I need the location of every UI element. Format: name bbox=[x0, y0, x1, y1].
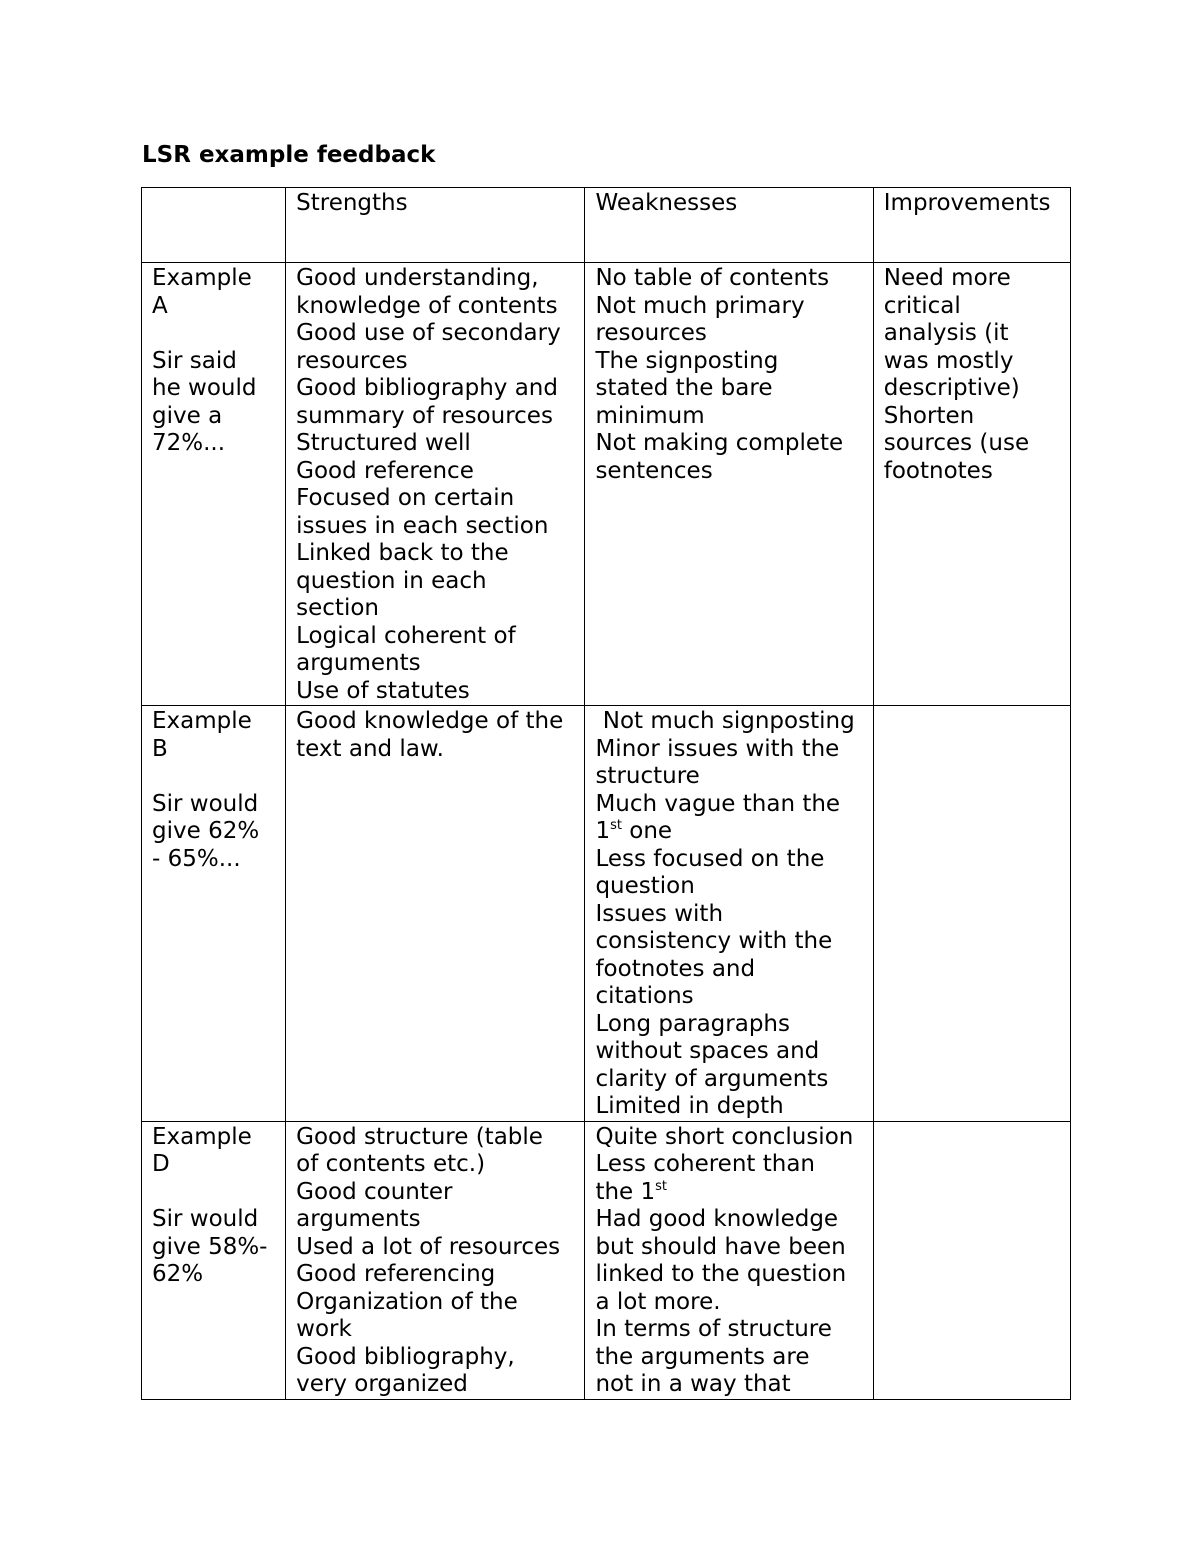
ordinal-suffix: st bbox=[655, 1178, 668, 1194]
improvements-cell bbox=[873, 263, 1070, 706]
strength-line: work bbox=[296, 1316, 352, 1342]
header-cell-empty bbox=[142, 188, 286, 263]
strength-line: Good bibliography, bbox=[296, 1343, 515, 1370]
strength-line: knowledge of contents bbox=[296, 292, 558, 319]
improvements-cell bbox=[873, 1121, 1070, 1399]
strength-line: section bbox=[296, 595, 379, 621]
ordinal-suffix: st bbox=[610, 818, 622, 833]
weakness-line: Limited in depth bbox=[595, 1093, 784, 1119]
improvement-line: Need more bbox=[883, 265, 1011, 291]
grade-note: give a bbox=[152, 402, 223, 429]
weakness-line: Not much signposting bbox=[595, 708, 855, 734]
grade-note: Sir would bbox=[152, 1206, 259, 1232]
example-label: B bbox=[152, 735, 168, 762]
improvement-line: Shorten bbox=[883, 402, 975, 429]
improvement-line: sources (use bbox=[883, 430, 1030, 456]
strength-line: issues in each section bbox=[296, 512, 549, 539]
strength-line: Good counter bbox=[296, 1178, 453, 1205]
grade-note: Sir said bbox=[152, 347, 237, 374]
table-row bbox=[142, 263, 1071, 706]
strength-line: Good structure (table bbox=[296, 1123, 543, 1150]
improvement-line: descriptive) bbox=[883, 375, 1020, 401]
strength-line: Used a lot of resources bbox=[296, 1233, 561, 1260]
grade-note: Sir would bbox=[152, 790, 259, 817]
weakness-line: Much vague than the bbox=[595, 790, 841, 817]
weakness-line: question bbox=[595, 873, 695, 899]
weaknesses-cell bbox=[585, 706, 873, 1122]
weakness-line: but should have been bbox=[595, 1233, 846, 1260]
weakness-line: Minor issues with the bbox=[595, 735, 840, 762]
strength-line: Good knowledge of the bbox=[296, 708, 564, 734]
weakness-line: structure bbox=[595, 763, 700, 789]
grade-note: give 58%- bbox=[152, 1233, 268, 1260]
weaknesses-cell bbox=[585, 1121, 873, 1399]
header-cell-improvements: Improvements bbox=[873, 188, 1070, 263]
weakness-line: stated the bare bbox=[595, 375, 773, 401]
weakness-line: Had good knowledge bbox=[595, 1206, 839, 1232]
weakness-line: minimum bbox=[595, 402, 705, 429]
weakness-line: a lot more. bbox=[595, 1288, 721, 1315]
example-label: Example bbox=[152, 265, 252, 291]
example-label-cell bbox=[142, 706, 286, 1122]
strength-line: resources bbox=[296, 347, 408, 374]
weakness-line: sentences bbox=[595, 457, 713, 484]
blank-line bbox=[152, 320, 275, 348]
grade-note: 62% bbox=[152, 1261, 204, 1287]
strength-line: Organization of the bbox=[296, 1288, 518, 1315]
table-header-row bbox=[142, 188, 1071, 263]
strength-line: very organized bbox=[296, 1371, 468, 1397]
strength-line: Use of statutes bbox=[296, 677, 470, 704]
improvement-line: analysis (it bbox=[883, 320, 1009, 346]
strength-line: Logical coherent of bbox=[296, 622, 516, 649]
page-title: LSR example feedback bbox=[142, 142, 436, 168]
weakness-line: citations bbox=[595, 983, 694, 1009]
blank-line bbox=[152, 1179, 275, 1207]
strength-line: question in each bbox=[296, 567, 487, 594]
weakness-line: not in a way that bbox=[595, 1371, 791, 1397]
strength-line: Good reference bbox=[296, 457, 474, 484]
grade-note: 72%... bbox=[152, 430, 226, 456]
example-label-cell bbox=[142, 1121, 286, 1399]
improvement-line: was mostly bbox=[883, 347, 1014, 374]
weakness-line: Issues with bbox=[595, 900, 724, 927]
strengths-cell bbox=[286, 263, 585, 706]
feedback-table bbox=[141, 187, 1071, 1400]
ordinal-number: 1 bbox=[595, 818, 611, 844]
example-label: D bbox=[152, 1151, 170, 1177]
strength-line: text and law. bbox=[296, 735, 444, 762]
improvements-cell bbox=[873, 706, 1070, 1122]
weakness-line: In terms of structure bbox=[595, 1316, 832, 1342]
strengths-cell bbox=[286, 1121, 585, 1399]
weakness-line: consistency with the bbox=[595, 928, 833, 954]
table-row bbox=[142, 706, 1071, 1122]
weakness-line: the arguments are bbox=[595, 1343, 810, 1370]
strength-line: arguments bbox=[296, 1206, 421, 1232]
grade-note: he would bbox=[152, 375, 257, 401]
weakness-line bbox=[595, 818, 862, 846]
weakness-line: Less coherent than bbox=[595, 1151, 816, 1177]
weakness-line: Not making complete bbox=[595, 430, 844, 456]
weakness-text: the 1 bbox=[595, 1178, 656, 1205]
example-label: Example bbox=[152, 1123, 252, 1150]
weakness-line: Not much primary bbox=[595, 292, 805, 319]
weakness-line: clarity of arguments bbox=[595, 1065, 829, 1092]
weakness-line: resources bbox=[595, 320, 707, 346]
strength-line: Good referencing bbox=[296, 1261, 496, 1287]
strength-line: summary of resources bbox=[296, 402, 553, 429]
strength-line: Linked back to the bbox=[296, 540, 509, 566]
weakness-line: footnotes and bbox=[595, 955, 756, 982]
weakness-line: Long paragraphs bbox=[595, 1010, 790, 1037]
weakness-line: Quite short conclusion bbox=[595, 1123, 854, 1150]
weakness-line: Less focused on the bbox=[595, 845, 825, 872]
example-label-cell bbox=[142, 263, 286, 706]
improvement-line: critical bbox=[883, 292, 961, 319]
blank-line bbox=[152, 763, 275, 791]
weakness-line bbox=[595, 1179, 862, 1207]
strength-line: Focused on certain bbox=[296, 485, 515, 511]
strength-line: arguments bbox=[296, 650, 421, 676]
header-cell-weaknesses: Weaknesses bbox=[585, 188, 873, 263]
strength-line: Good use of secondary bbox=[296, 320, 561, 346]
strength-line: Good bibliography and bbox=[296, 375, 558, 401]
header-cell-strengths: Strengths bbox=[286, 188, 585, 263]
weakness-line: linked to the question bbox=[595, 1261, 847, 1287]
improvement-line: footnotes bbox=[883, 457, 993, 484]
weakness-line: No table of contents bbox=[595, 265, 830, 291]
weakness-line: The signposting bbox=[595, 347, 779, 374]
example-label: Example bbox=[152, 708, 252, 734]
weakness-line: without spaces and bbox=[595, 1038, 820, 1064]
strength-line: Good understanding, bbox=[296, 265, 539, 291]
strength-line: of contents etc.) bbox=[296, 1151, 486, 1177]
table-row bbox=[142, 1121, 1071, 1399]
grade-note: give 62% bbox=[152, 818, 260, 844]
grade-note: - 65%... bbox=[152, 845, 241, 872]
example-label: A bbox=[152, 292, 168, 319]
weakness-text: one bbox=[621, 818, 673, 844]
strengths-cell bbox=[286, 706, 585, 1122]
strength-line: Structured well bbox=[296, 430, 471, 456]
weaknesses-cell bbox=[585, 263, 873, 706]
